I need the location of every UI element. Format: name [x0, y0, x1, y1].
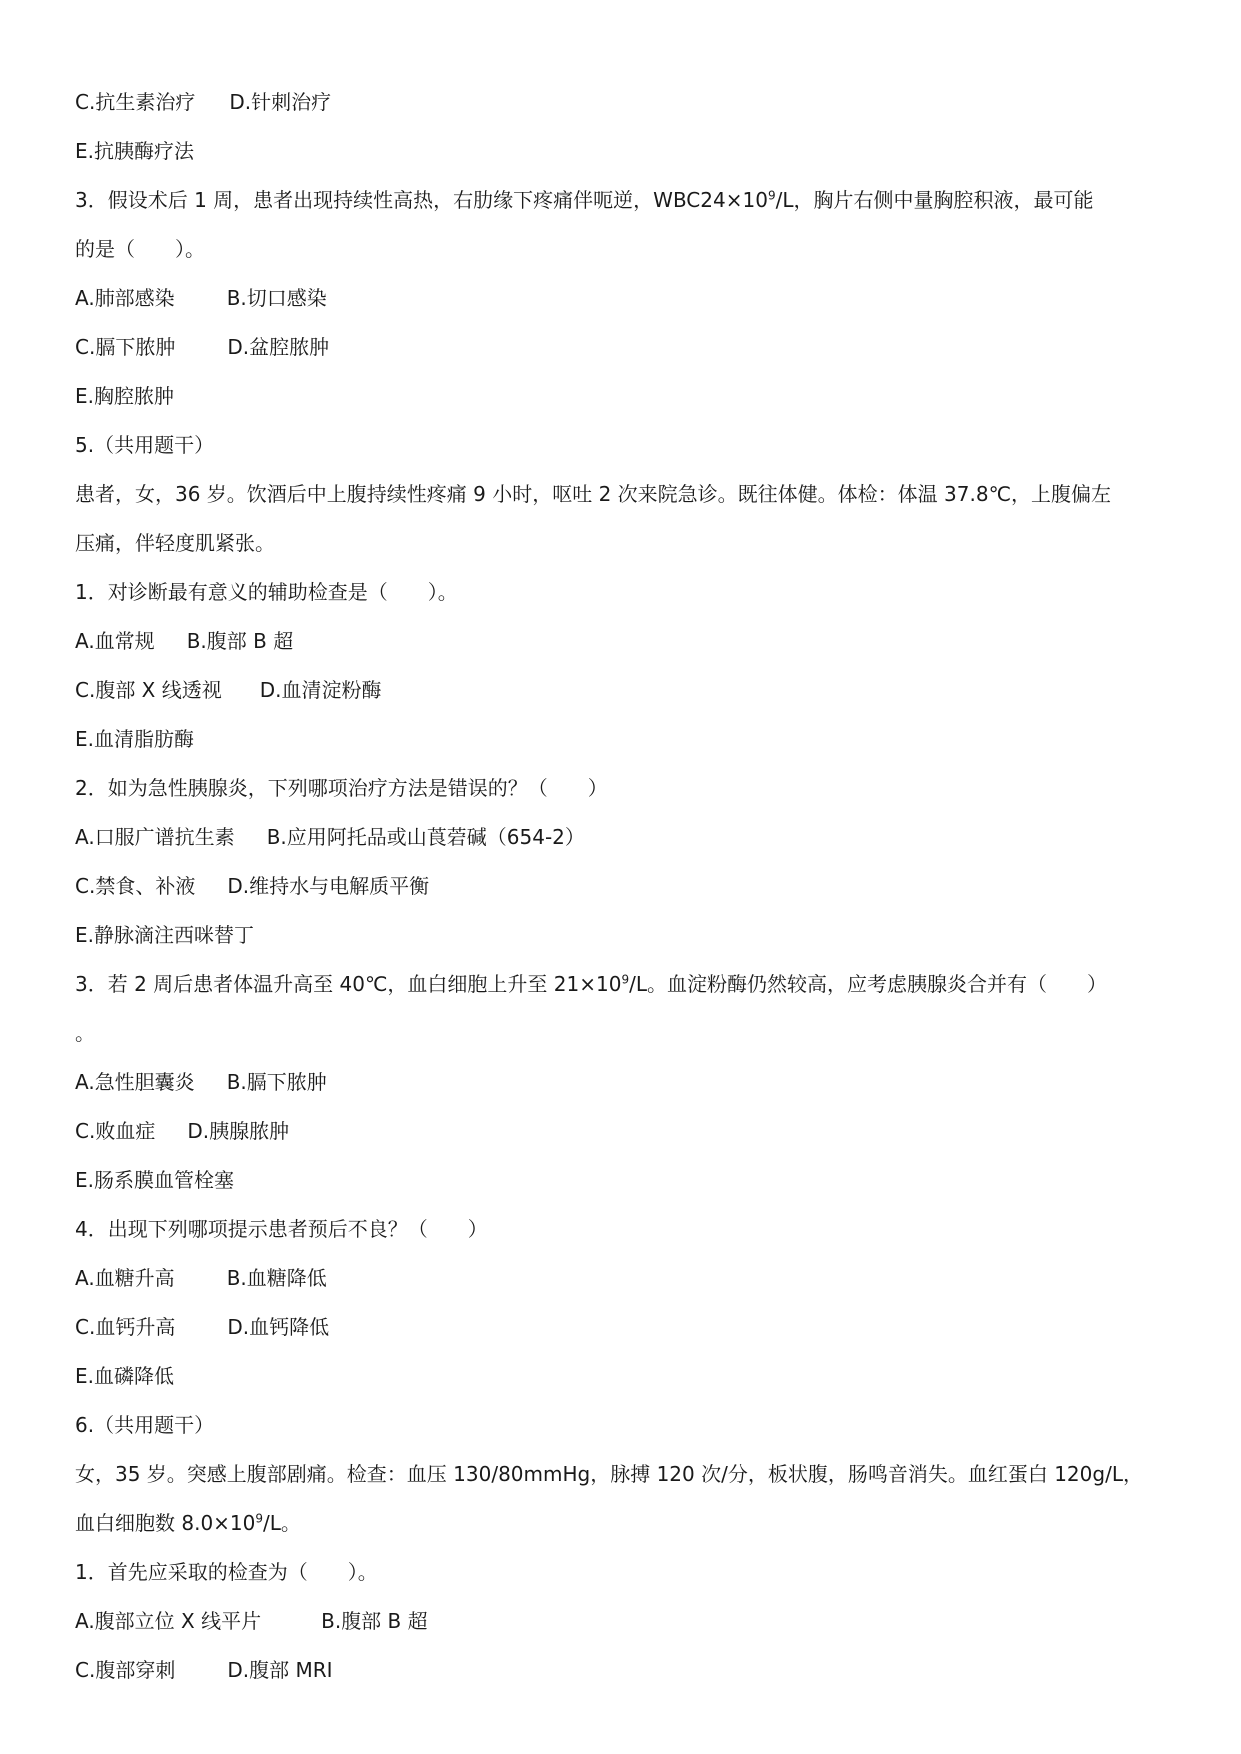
text-run: /L。 — [263, 1511, 301, 1535]
text-run: /L，胸片右侧中量胸腔积液，最可能 — [775, 188, 1094, 212]
option-text: D.盆腔脓肿 — [227, 335, 330, 359]
option-text: D.血清淀粉酶 — [259, 678, 382, 702]
option-line — [75, 617, 1175, 666]
option-line — [75, 1254, 1175, 1303]
text-line: 5.（共用题干） — [75, 433, 215, 457]
option-line — [75, 1107, 1175, 1156]
option-text: D.腹部 MRI — [227, 1658, 333, 1682]
option-text: C.禁食、补液 — [75, 874, 196, 898]
option-text: D.血钙降低 — [227, 1315, 330, 1339]
text-run: 血白细胞数 8.0×10 — [75, 1511, 256, 1535]
option-text: A.血常规 — [75, 629, 155, 653]
option-text: D.针刺治疗 — [229, 90, 332, 114]
option-text: C.腹部 X 线透视 — [75, 678, 222, 702]
text-line: E.血清脂肪酶 — [75, 727, 194, 751]
text-line — [75, 176, 1175, 225]
text-line: 。 — [75, 1021, 95, 1045]
option-text: D.胰腺脓肿 — [187, 1119, 290, 1143]
text-line: 1．对诊断最有意义的辅助检查是（ ）。 — [75, 580, 458, 604]
superscript: 9 — [767, 188, 776, 203]
option-text: C.膈下脓肿 — [75, 335, 176, 359]
superscript: 9 — [255, 1511, 264, 1526]
text-line — [75, 1499, 1175, 1548]
option-text: C.腹部穿刺 — [75, 1658, 176, 1682]
text-line: 压痛，伴轻度肌紧张。 — [75, 531, 275, 555]
text-line — [75, 960, 1175, 1009]
option-line — [75, 1646, 1175, 1695]
option-line — [75, 1303, 1175, 1352]
text-line: 的是（ ）。 — [75, 237, 205, 261]
text-line: 患者，女，36 岁。饮酒后中上腹持续性疼痛 9 小时，呕吐 2 次来院急诊。既往体健。体检：体温 37.8℃，上腹偏左 — [75, 482, 1112, 506]
option-line — [75, 666, 1175, 715]
option-text: A.口服广谱抗生素 — [75, 825, 235, 849]
option-line — [75, 813, 1175, 862]
option-line — [75, 862, 1175, 911]
text-line: 女，35 岁。突感上腹部剧痛。检查：血压 130/80mmHg，脉搏 120 次/分，板状腹，肠鸣音消失。血红蛋白 120g/L， — [75, 1462, 1143, 1486]
text-line: E.血磷降低 — [75, 1364, 174, 1388]
option-line — [75, 323, 1175, 372]
option-line — [75, 1597, 1175, 1646]
text-line: 1．首先应采取的检查为（ ）。 — [75, 1560, 378, 1584]
text-line: 2．如为急性胰腺炎，下列哪项治疗方法是错误的？（ ） — [75, 776, 608, 800]
option-text: B.血糖降低 — [226, 1266, 327, 1290]
text-line: E.抗胰酶疗法 — [75, 139, 194, 163]
option-line — [75, 78, 1175, 127]
text-run: /L。血淀粉酶仍然较高，应考虑胰腺炎合并有（ ） — [629, 972, 1107, 996]
option-text: B.切口感染 — [226, 286, 327, 310]
text-run: 3．假设术后 1 周，患者出现持续性高热，右肋缘下疼痛伴呃逆，WBC24×10 — [75, 188, 768, 212]
option-text: A.肺部感染 — [75, 286, 175, 310]
option-text: B.腹部 B 超 — [321, 1609, 428, 1633]
document-page — [75, 78, 1175, 1695]
option-text: B.腹部 B 超 — [186, 629, 294, 653]
text-run: 3．若 2 周后患者体温升高至 40℃，血白细胞上升至 21×10 — [75, 972, 622, 996]
text-line: E.肠系膜血管栓塞 — [75, 1168, 234, 1192]
option-text: A.急性胆囊炎 — [75, 1070, 195, 1094]
option-text: C.抗生素治疗 — [75, 90, 196, 114]
option-text: D.维持水与电解质平衡 — [227, 874, 430, 898]
option-text: C.血钙升高 — [75, 1315, 176, 1339]
text-line: 4．出现下列哪项提示患者预后不良？（ ） — [75, 1217, 488, 1241]
option-line — [75, 274, 1175, 323]
superscript: 9 — [621, 972, 630, 987]
option-text: A.腹部立位 X 线平片 — [75, 1609, 262, 1633]
text-line: E.胸腔脓肿 — [75, 384, 174, 408]
text-line: 6.（共用题干） — [75, 1413, 215, 1437]
option-text: C.败血症 — [75, 1119, 156, 1143]
option-text: A.血糖升高 — [75, 1266, 175, 1290]
option-text: B.膈下脓肿 — [226, 1070, 327, 1094]
option-text: B.应用阿托品或山莨菪碱（654-2） — [266, 825, 585, 849]
text-line: E.静脉滴注西咪替丁 — [75, 923, 254, 947]
option-line — [75, 1058, 1175, 1107]
